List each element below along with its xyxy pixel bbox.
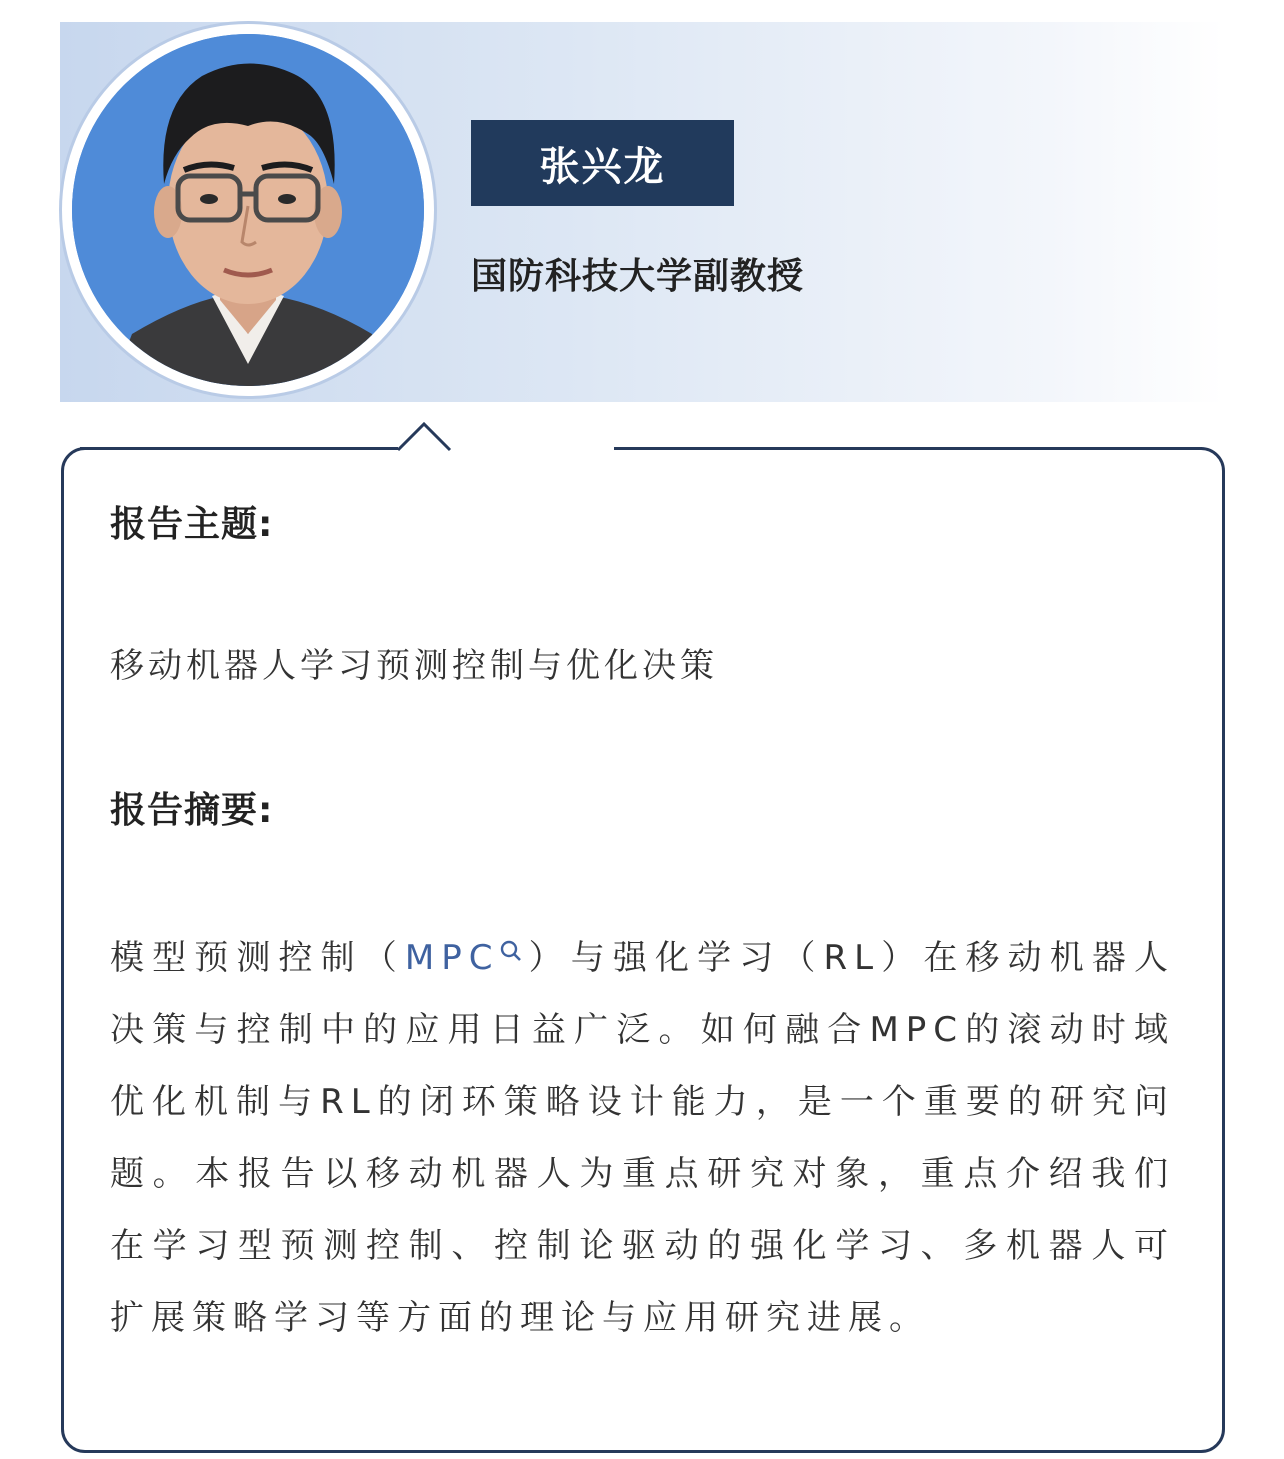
speaker-name: 张兴龙 xyxy=(471,120,734,206)
card-top-border-right xyxy=(612,444,1208,452)
portrait-image xyxy=(72,34,424,386)
mpc-search-link[interactable]: MPC xyxy=(404,938,500,978)
abstract-text-start: 模型预测控制（ xyxy=(110,938,405,978)
abstract-text xyxy=(110,922,1175,1354)
avatar-frame xyxy=(62,24,434,396)
search-icon[interactable] xyxy=(499,916,523,988)
abstract-heading: 报告摘要: xyxy=(110,790,274,831)
avatar xyxy=(72,34,424,386)
chevron-up-icon xyxy=(396,420,452,454)
topic-text: 移动机器人学习预测控制与优化决策 xyxy=(110,646,718,686)
abstract-text-rest: ）与强化学习（RL）在移动机器人决策与控制中的应用日益广泛。如何融合MPC的滚动时域优化机制与RL的闭环策略设计能力，是一个重要的研究问题。本报告以移动机器人为重点研究对象，重点介绍我们在学习型预测控制、控制论驱动的强化学习、多机器人可扩展策略学习等方面的理论与应用研究进展。 xyxy=(110,938,1175,1338)
card-top-border-left xyxy=(60,444,400,452)
topic-heading: 报告主题: xyxy=(110,504,274,545)
speaker-affiliation: 国防科技大学副教授 xyxy=(471,256,805,297)
